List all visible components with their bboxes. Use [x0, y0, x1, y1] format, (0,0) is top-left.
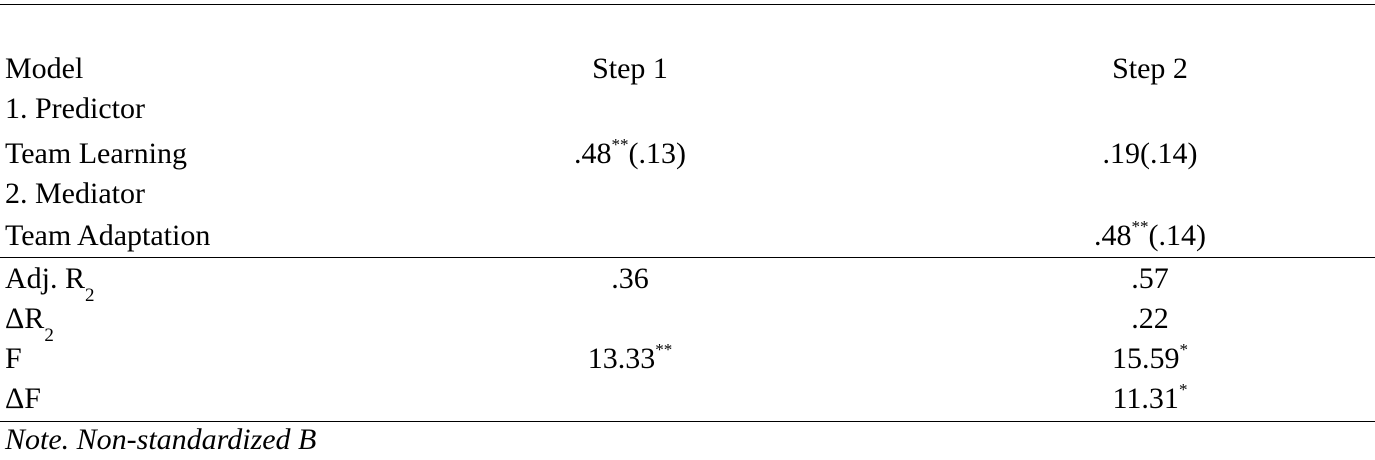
table-note: Note. Non-standardized B: [5, 423, 317, 456]
stat-label: F: [5, 342, 22, 375]
stats-row: [0, 379, 1375, 419]
table-top-rule: [0, 4, 1375, 5]
step2-cell: [900, 216, 1375, 256]
standard-error: (.14): [1148, 219, 1206, 252]
stats-row: [0, 339, 1375, 379]
table-row: [0, 89, 1375, 129]
significance-mark: *: [1178, 380, 1188, 399]
stats-row: [0, 259, 1375, 306]
stat-label-text: ΔR: [5, 302, 45, 335]
table-mid-rule: [0, 257, 1375, 258]
stat-value: 15.59: [1112, 342, 1180, 375]
stats-row: [0, 299, 1375, 346]
step2-cell: [900, 379, 1375, 419]
stat-value: .22: [1131, 302, 1169, 335]
header-model: Model: [5, 52, 84, 85]
stat-label: [5, 259, 95, 306]
significance-mark: **: [1131, 217, 1149, 236]
step2-cell: [900, 339, 1375, 379]
table-row: [0, 216, 1375, 256]
significance-mark: **: [611, 135, 629, 154]
step2-cell: [900, 259, 1375, 299]
stat-label-subscript: 2: [44, 325, 54, 346]
stat-label-subscript: 2: [85, 285, 95, 306]
standard-error: (.13): [628, 137, 686, 170]
significance-mark: **: [655, 340, 673, 359]
table-header-row: [0, 49, 1375, 89]
step2-cell: [900, 299, 1375, 339]
step1-cell: [380, 339, 880, 379]
stat-label: [5, 299, 54, 346]
header-step1: Step 1: [592, 52, 668, 85]
significance-mark: *: [1179, 340, 1188, 359]
header-step2: Step 2: [1112, 52, 1188, 85]
stat-label-text: Adj. R: [5, 262, 86, 295]
stat-value: 13.33: [587, 342, 656, 375]
stat-label: ΔF: [5, 382, 41, 415]
stat-value: .57: [1131, 262, 1169, 295]
step2-cell: [900, 134, 1375, 174]
coefficient: .48: [574, 137, 612, 170]
row-label: 1. Predictor: [5, 92, 145, 125]
step1-cell: [380, 259, 880, 299]
coefficient: .19(.14): [1102, 137, 1198, 170]
row-label: 2. Mediator: [5, 177, 145, 210]
row-label: Team Adaptation: [5, 219, 211, 252]
stat-value: .36: [611, 262, 649, 295]
table-row: [0, 134, 1375, 174]
row-label: Team Learning: [5, 137, 187, 170]
coefficient: .48: [1094, 219, 1132, 252]
stat-value: 11.31: [1112, 382, 1179, 415]
table-row: [0, 174, 1375, 214]
step1-cell: [380, 134, 880, 174]
